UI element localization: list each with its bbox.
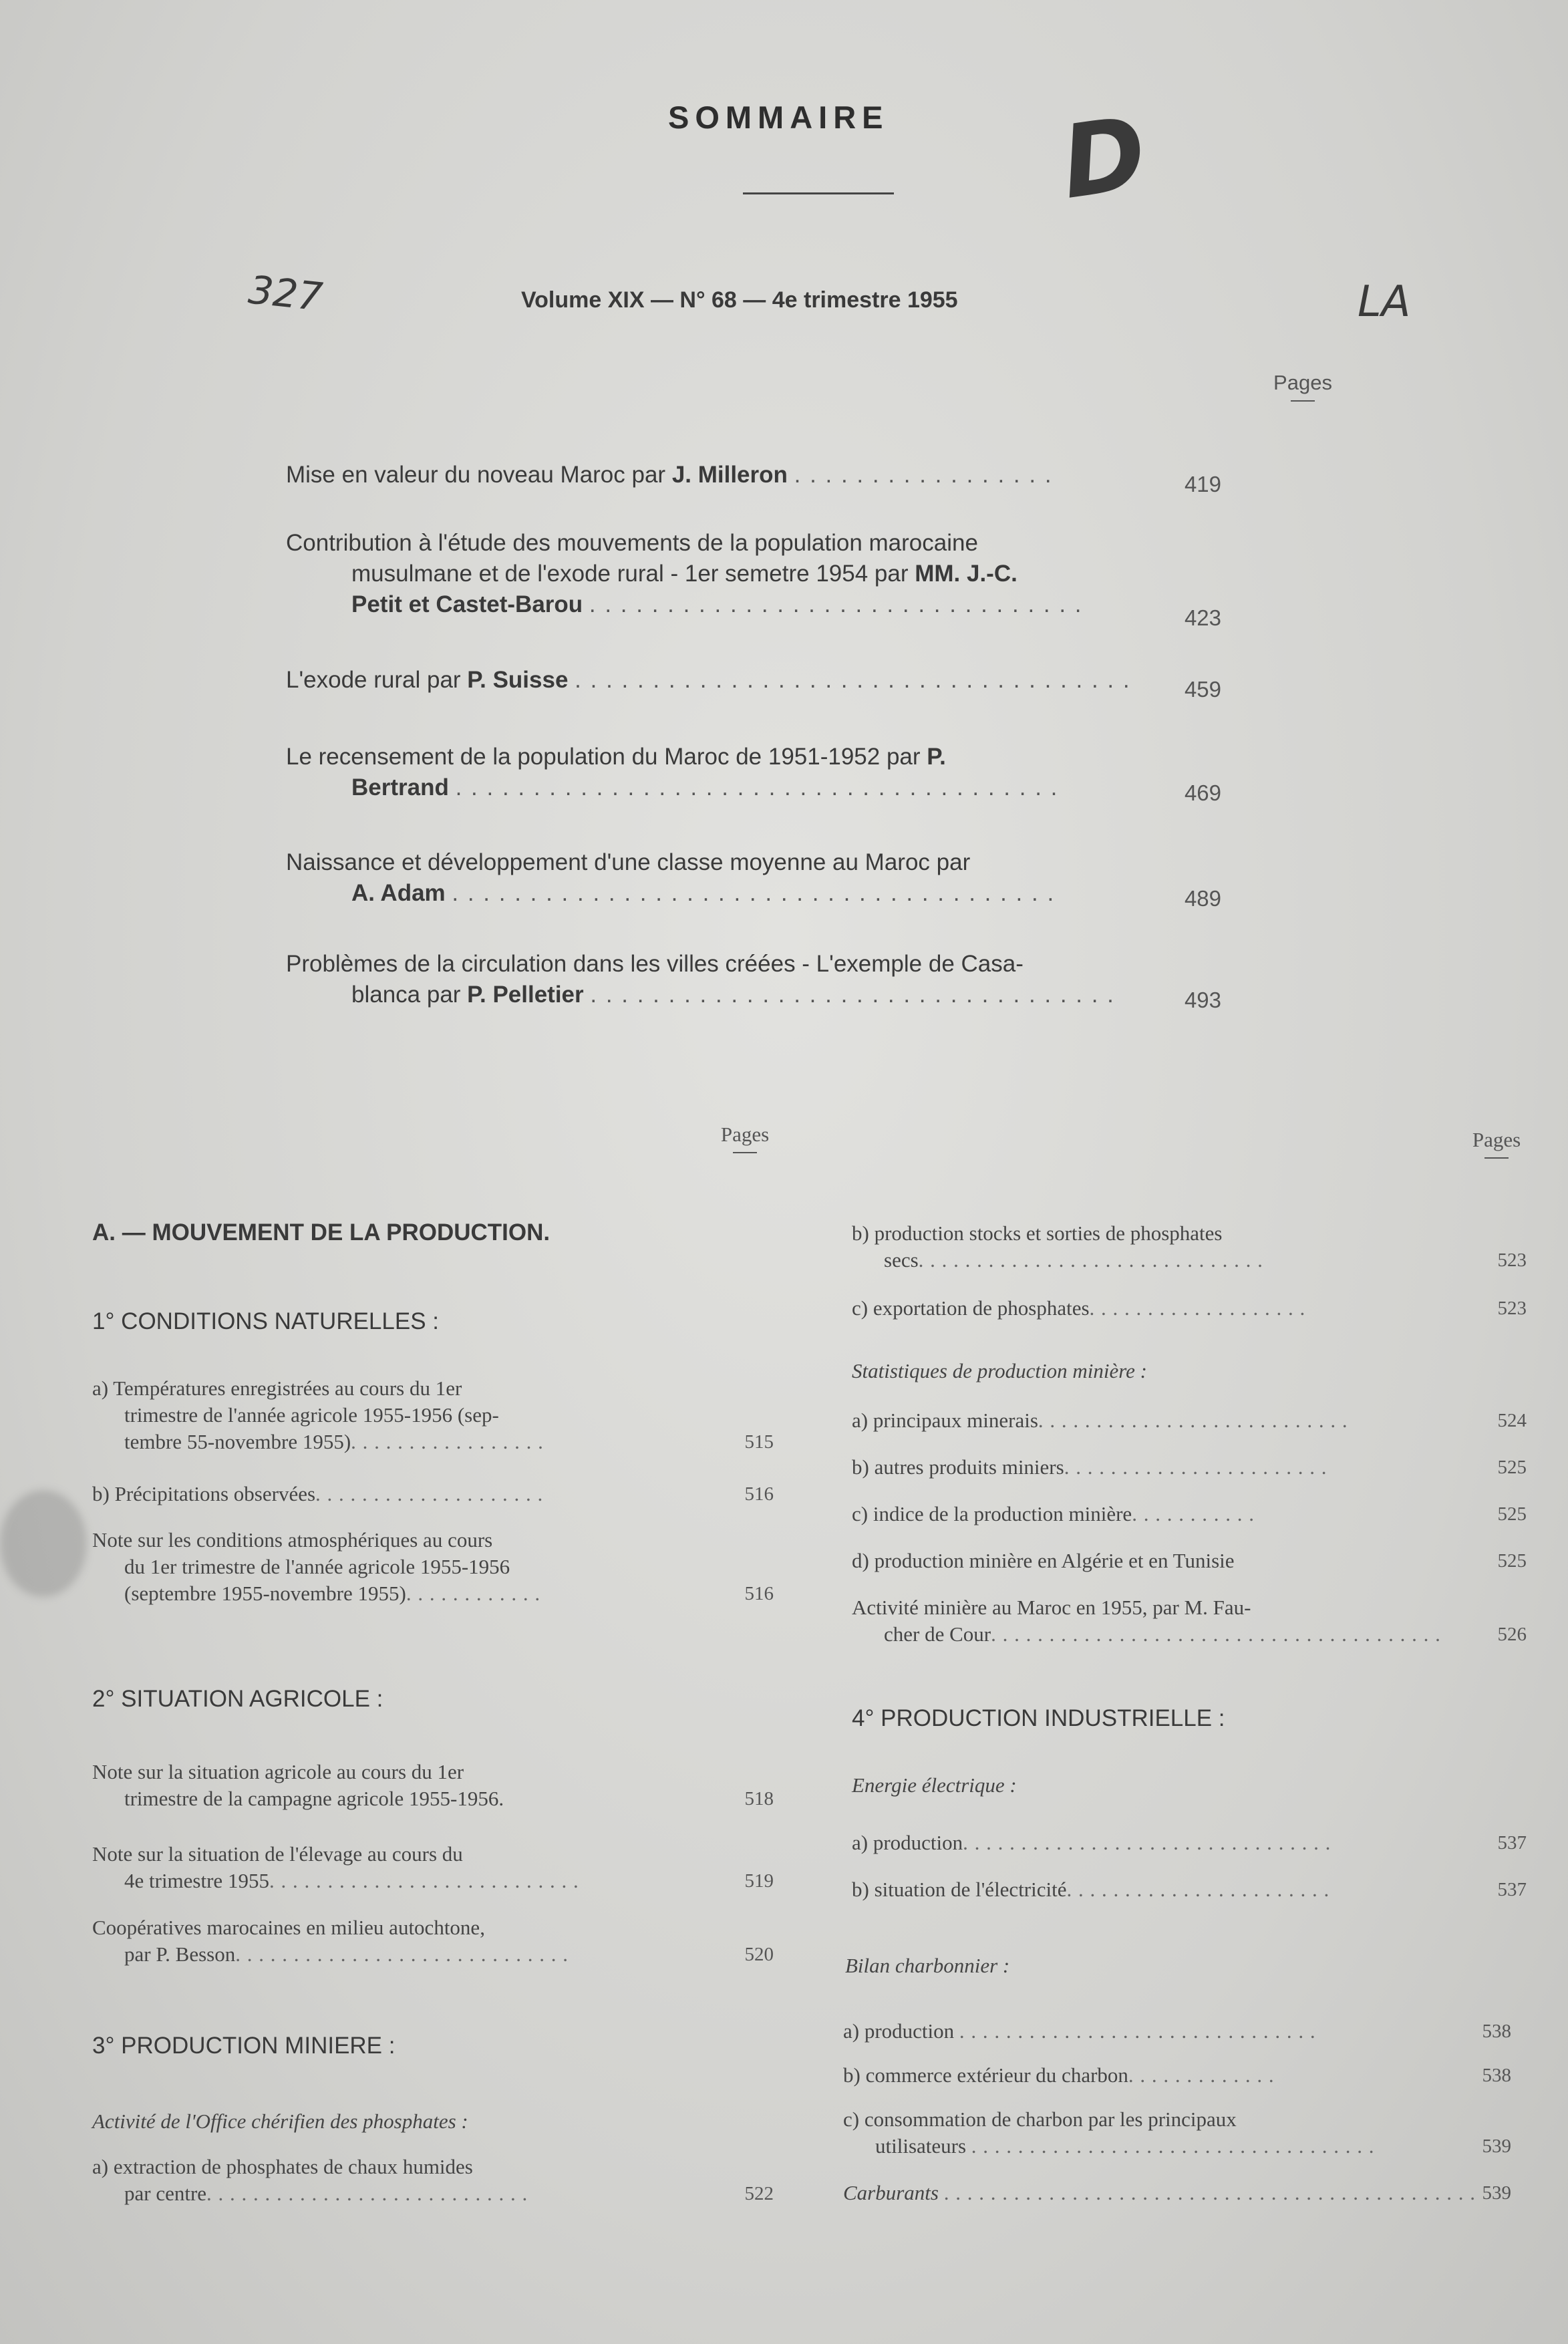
- pages-label: Pages: [1273, 371, 1332, 394]
- article-author: J. Milleron: [671, 462, 788, 488]
- toc-entry: [852, 1548, 1527, 1574]
- toc-entry: Note sur les conditions atmosphériques au cours du 1er trimestre de l'année agricole 1955-1956 (septembre 1955-novembre 1955). . . . . . . . . . . . 516: [92, 1527, 774, 1607]
- entry-page: 539: [1482, 2182, 1511, 2204]
- entry-line: a) production: [852, 1831, 963, 1854]
- article-author-b: A. Adam: [351, 880, 446, 906]
- pages-label: Pages: [720, 1123, 770, 1146]
- toc-subheading: [852, 1358, 1527, 1384]
- entry-line: b) Précipitations observées: [92, 1482, 316, 1505]
- toc-entry: Carburants . . . . . . . . . . . . . . . . . . . . . . . . . . . . . . . . . . . . . . . . . . . . . . 539: [843, 2180, 1511, 2206]
- article-2: Contribution à l'étude des mouvements de la population marocaine musulmane et de l'exode rural - 1er semetre 1954 par MM. J.-C. Petit et Castet-Barou . . . . . . . . . . . . . . . . . . . . . . . . . . . . . . . . 423: [286, 528, 1221, 620]
- entry-line: Note sur la situation agricole au cours du 1er: [92, 1760, 464, 1783]
- handwritten-initials: LA: [1358, 277, 1411, 327]
- volume-line: Volume XIX — N° 68 — 4e trimestre 1955: [521, 287, 958, 313]
- entry-page: 539: [1482, 2136, 1511, 2157]
- article-author: P. Suisse: [467, 667, 569, 693]
- entry-line: par P. Besson: [124, 1942, 236, 1966]
- article-page: 459: [1184, 677, 1221, 702]
- entry-page: 525: [1497, 1503, 1527, 1525]
- article-1: Mise en valeur du noveau Maroc par J. Milleron . . . . . . . . . . . . . . . . . 419: [286, 460, 1221, 490]
- toc-entry: a) production . . . . . . . . . . . . . . . . . . . . . . . . . . . . . . . 538: [843, 2018, 1511, 2045]
- entry-page: 523: [1497, 1250, 1527, 1271]
- entry-line: c) consommation de charbon par les principaux: [843, 2107, 1237, 2131]
- page-smudge: [0, 1490, 87, 1597]
- entry-line: cher de Cour: [884, 1622, 991, 1646]
- article-author-a: P.: [927, 744, 946, 770]
- entry-line: b) autres produits miniers: [852, 1455, 1064, 1479]
- toc-entry: Activité minière au Maroc en 1955, par M. Fau- cher de Cour. . . . . . . . . . . . . . . . . . . . . . . . . . . . . . . . . . . . . . . 526: [852, 1594, 1527, 1648]
- entry-line: utilisateurs: [875, 2134, 967, 2158]
- article-title-line2: blanca par: [351, 982, 468, 1008]
- toc-entry: a) Températures enregistrées au cours du 1er trimestre de l'année agricole 1955-1956 (sep- tembre 55-novembre 1955). . . . . . . . . . . . . . . . . 515: [92, 1375, 774, 1455]
- pages-header-top: [1256, 371, 1350, 402]
- section-a-heading: A. — MOUVEMENT DE LA PRODUCTION.: [92, 1219, 551, 1246]
- entry-line: Activité de l'Office chérifien des phosphates :: [92, 2109, 468, 2133]
- entry-line: Statistiques de production minière :: [852, 1359, 1147, 1382]
- entry-line: Note sur la situation de l'élevage au cours du: [92, 1842, 463, 1866]
- entry-page: 525: [1497, 1457, 1527, 1478]
- article-3: L'exode rural par P. Suisse . . . . . . . . . . . . . . . . . . . . . . . . . . . . . . . . . . . . 459: [286, 665, 1221, 696]
- article-title: L'exode rural par: [286, 667, 468, 693]
- entry-line: (septembre 1955-novembre 1955): [124, 1582, 406, 1605]
- article-page: 419: [1184, 472, 1221, 496]
- subsection-3-heading: 3° PRODUCTION MINIERE :: [92, 2033, 396, 2059]
- subsection-1-heading: 1° CONDITIONS NATURELLES :: [92, 1308, 440, 1334]
- article-page: 423: [1184, 605, 1221, 630]
- entry-page: 526: [1497, 1624, 1527, 1645]
- article-6: Problèmes de la circulation dans les villes créées - L'exemple de Casa- blanca par P. Pelletier . . . . . . . . . . . . . . . . . . . . . . . . . . . . . . . . . . 493: [286, 949, 1221, 1010]
- entry-page: 522: [744, 2183, 774, 2204]
- toc-entry: b) situation de l'électricité. . . . . . . . . . . . . . . . . . . . . . . 537: [852, 1876, 1527, 1903]
- entry-line: du 1er trimestre de l'année agricole 1955-1956: [124, 1555, 510, 1578]
- entry-page: 515: [744, 1431, 774, 1453]
- handwritten-number: 327: [246, 267, 325, 320]
- stamp-letter: D: [1054, 95, 1154, 222]
- subsection-2-heading: 2° SITUATION AGRICOLE :: [92, 1686, 383, 1712]
- entry-line: b) commerce extérieur du charbon: [843, 2063, 1128, 2087]
- entry-line: d) production minière en Algérie et en Tunisie: [852, 1549, 1235, 1572]
- entry-line: c) indice de la production minière: [852, 1502, 1132, 1525]
- entry-page: 516: [744, 1483, 774, 1505]
- entry-page: 523: [1497, 1298, 1527, 1319]
- toc-entry: c) consommation de charbon par les principaux utilisateurs . . . . . . . . . . . . . . . . . . . . . . . . . . . . . . . . . . . 539: [843, 2106, 1511, 2160]
- toc-entry: a) extraction de phosphates de chaux humides par centre. . . . . . . . . . . . . . . . . . . . . . . . . . . . 522: [92, 2154, 774, 2207]
- entry-line: 4e trimestre 1955: [124, 1869, 269, 1892]
- toc-entry: a) production. . . . . . . . . . . . . . . . . . . . . . . . . . . . . . . . 537: [852, 1829, 1527, 1856]
- toc-entry: b) Précipitations observées. . . . . . . . . . . . . . . . . . . . 516: [92, 1481, 774, 1507]
- article-page: 493: [1184, 988, 1221, 1012]
- article-title-line1: Le recensement de la population du Maroc de 1951-1952 par: [286, 744, 927, 770]
- article-author-b: P. Pelletier: [467, 982, 584, 1008]
- article-4: Le recensement de la population du Maroc de 1951-1952 par P. Bertrand . . . . . . . . . . . . . . . . . . . . . . . . . . . . . . . . . . . . . . . 469: [286, 742, 1221, 803]
- entry-line: b) production stocks et sorties de phosphates: [852, 1221, 1223, 1245]
- entry-line: a) Températures enregistrées au cours du 1er: [92, 1376, 462, 1400]
- entry-page: 516: [744, 1583, 774, 1604]
- entry-line: par centre: [124, 2182, 207, 2205]
- toc-subheading: [852, 1772, 1527, 1799]
- pages-header-left: [705, 1123, 785, 1153]
- toc-entry: c) indice de la production minière. . . . . . . . . . . 525: [852, 1501, 1527, 1527]
- article-author-b: Petit et Castet-Barou: [351, 591, 583, 617]
- article-5: Naissance et développement d'une classe moyenne au Maroc par A. Adam . . . . . . . . . . . . . . . . . . . . . . . . . . . . . . . . . . . . . . . 489: [286, 847, 1221, 909]
- article-title-line1: Contribution à l'étude des mouvements de la population marocaine: [286, 530, 978, 556]
- toc-subheading: [845, 1952, 1520, 1979]
- entry-page: 519: [744, 1870, 774, 1892]
- pages-label: Pages: [1472, 1128, 1521, 1151]
- entry-line: tembre 55-novembre 1955): [124, 1430, 351, 1453]
- article-title-line2: musulmane et de l'exode rural - 1er semetre 1954 par: [351, 561, 915, 587]
- toc-entry: [92, 1759, 774, 1812]
- entry-page: 525: [1497, 1550, 1527, 1572]
- entry-line: secs: [884, 1248, 919, 1272]
- toc-entry: b) commerce extérieur du charbon. . . . . . . . . . . . . 538: [843, 2062, 1511, 2089]
- article-author-a: MM. J.-C.: [915, 561, 1017, 587]
- entry-line: Carburants: [843, 2181, 939, 2204]
- entry-line: b) situation de l'électricité: [852, 1878, 1067, 1901]
- entry-page: 538: [1482, 2065, 1511, 2086]
- toc-subheading: [92, 2108, 774, 2135]
- article-title: Mise en valeur du noveau Maroc par: [286, 462, 672, 488]
- article-page: 489: [1184, 886, 1221, 911]
- entry-line: a) production: [843, 2019, 955, 2043]
- entry-line: Bilan charbonnier :: [845, 1954, 1010, 1977]
- entry-line: Note sur les conditions atmosphériques au cours: [92, 1528, 493, 1552]
- entry-page: 518: [744, 1788, 774, 1809]
- entry-page: 520: [744, 1944, 774, 1965]
- entry-page: 537: [1497, 1879, 1527, 1900]
- entry-page: 537: [1497, 1832, 1527, 1854]
- entry-line: a) extraction de phosphates de chaux humides: [92, 2155, 473, 2178]
- entry-line: trimestre de la campagne agricole 1955-1956.: [124, 1787, 504, 1810]
- toc-entry: b) production stocks et sorties de phosphates secs. . . . . . . . . . . . . . . . . . . . . . . . . . . . . . 523: [852, 1220, 1527, 1274]
- entry-page: 538: [1482, 2021, 1511, 2042]
- article-title-line1: Problèmes de la circulation dans les villes créées - L'exemple de Casa-: [286, 951, 1024, 977]
- article-title-line1: Naissance et développement d'une classe moyenne au Maroc par: [286, 849, 971, 875]
- page-title: SOMMAIRE: [668, 100, 889, 135]
- entry-line: a) principaux minerais: [852, 1409, 1038, 1432]
- entry-line: Coopératives marocaines en milieu autochtone,: [92, 1916, 485, 1939]
- toc-entry: a) principaux minerais. . . . . . . . . . . . . . . . . . . . . . . . . . . 524: [852, 1407, 1527, 1434]
- article-author-b: Bertrand: [351, 774, 449, 800]
- subsection-4-heading: 4° PRODUCTION INDUSTRIELLE :: [852, 1705, 1225, 1731]
- entry-line: Energie électrique :: [852, 1773, 1017, 1797]
- toc-entry: Note sur la situation de l'élevage au cours du 4e trimestre 1955. . . . . . . . . . . . . . . . . . . . . . . . . . . 519: [92, 1841, 774, 1894]
- toc-entry: b) autres produits miniers. . . . . . . . . . . . . . . . . . . . . . . 525: [852, 1454, 1527, 1481]
- pages-header-right: [1456, 1128, 1537, 1159]
- entry-line: c) exportation de phosphates: [852, 1296, 1090, 1320]
- title-underline: [743, 192, 894, 194]
- toc-entry: c) exportation de phosphates. . . . . . . . . . . . . . . . . . . 523: [852, 1295, 1527, 1322]
- article-page: 469: [1184, 780, 1221, 805]
- toc-entry: Coopératives marocaines en milieu autochtone, par P. Besson. . . . . . . . . . . . . . . . . . . . . . . . . . . . . 520: [92, 1914, 774, 1968]
- entry-page: 524: [1497, 1410, 1527, 1431]
- entry-line: trimestre de l'année agricole 1955-1956 (sep-: [124, 1403, 499, 1427]
- entry-line: Activité minière au Maroc en 1955, par M. Fau-: [852, 1596, 1251, 1619]
